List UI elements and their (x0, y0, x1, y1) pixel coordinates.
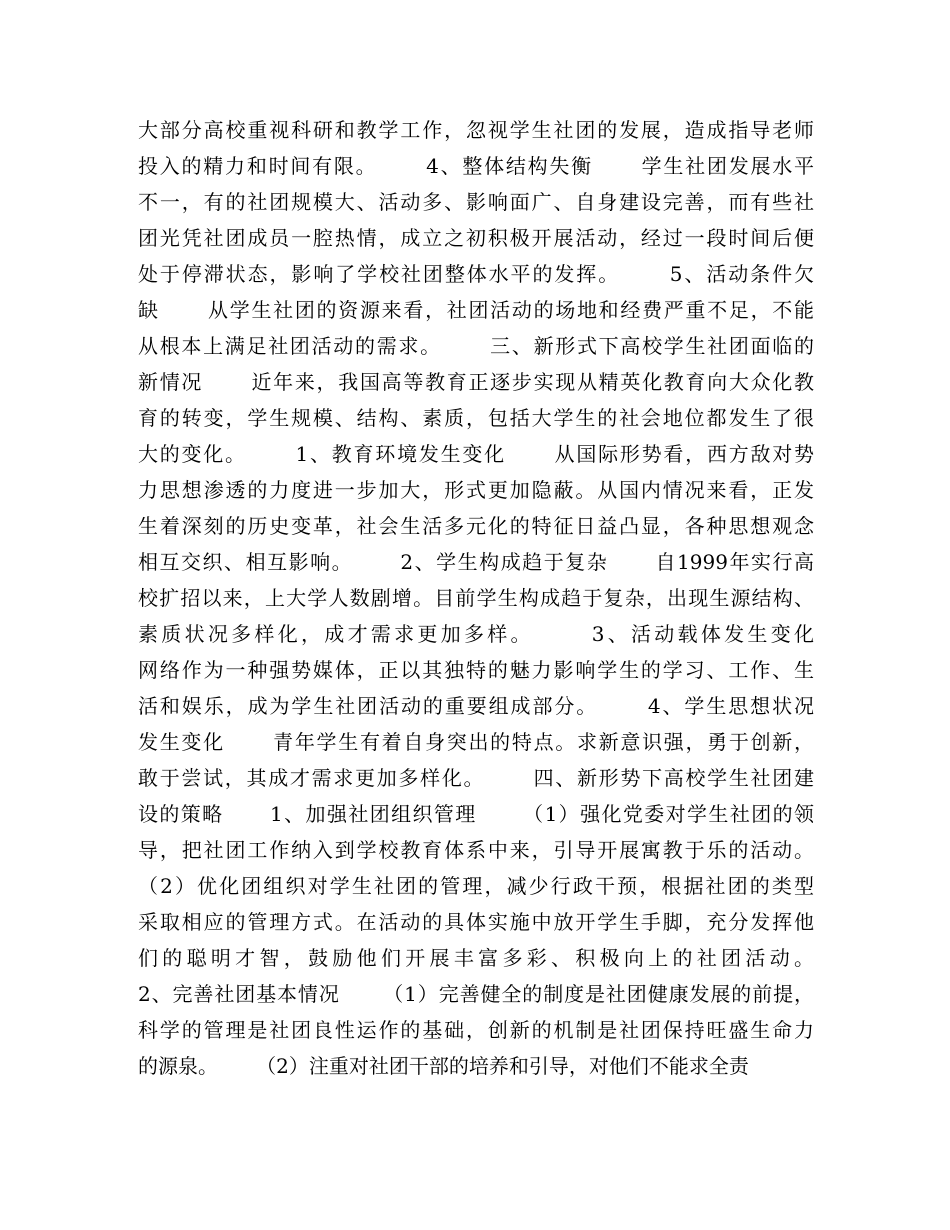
text-line: 活和娱乐，成为学生社团活动的重要组成部分。 4、学生思想状况 (138, 694, 814, 718)
text-line: 生着深刻的历史变革，社会生活多元化的特征日益凸显，各种思想观念 (138, 514, 814, 538)
text-line: 从根本上满足社团活动的需求。 三、新形式下高校学生社团面临的 (138, 334, 814, 358)
text-line: 力思想渗透的力度进一步加大，形式更加隐蔽。从国内情况来看，正发 (138, 478, 814, 502)
text-line: 2、完善社团基本情况 （1）完善健全的制度是社团健康发展的前提， (138, 982, 814, 1006)
text-line: 采取相应的管理方式。在活动的具体实施中放开学生手脚，充分发挥他 (138, 910, 814, 934)
text-line: 发生变化 青年学生有着自身突出的特点。求新意识强，勇于创新， (138, 730, 814, 754)
text-line: 新情况 近年来，我国高等教育正逐步实现从精英化教育向大众化教 (138, 370, 814, 394)
text-line: （2）优化团组织对学生社团的管理，减少行政干预，根据社团的类型 (138, 874, 814, 898)
text-line: 投入的精力和时间有限。 4、整体结构失衡 学生社团发展水平 (138, 154, 814, 178)
text-line: 大部分高校重视科研和教学工作，忽视学生社团的发展，造成指导老师 (138, 118, 814, 142)
text-line: 设的策略 1、加强社团组织管理 （1）强化党委对学生社团的领 (138, 802, 814, 826)
text-line: 校扩招以来，上大学人数剧增。目前学生构成趋于复杂，出现生源结构、 (138, 586, 814, 610)
text-line: 导，把社团工作纳入到学校教育体系中来，引导开展寓教于乐的活动。 (138, 838, 814, 862)
text-line: 育的转变，学生规模、结构、素质，包括大学生的社会地位都发生了很 (138, 406, 814, 430)
text-line: 素质状况多样化，成才需求更加多样。 3、活动载体发生变化 (138, 622, 814, 646)
text-line: 科学的管理是社团良性运作的基础，创新的机制是社团保持旺盛生命力 (138, 1018, 814, 1042)
text-line: 处于停滞状态，影响了学校社团整体水平的发挥。 5、活动条件欠 (138, 262, 814, 286)
text-line: 缺 从学生社团的资源来看，社团活动的场地和经费严重不足，不能 (138, 298, 814, 322)
body-text (138, 112, 814, 1084)
text-line: 的源泉。 （2）注重对社团干部的培养和引导，对他们不能求全责 (138, 1054, 749, 1078)
text-line: 大的变化。 1、教育环境发生变化 从国际形势看，西方敌对势 (138, 442, 814, 466)
text-line: 不一，有的社团规模大、活动多、影响面广、自身建设完善，而有些社 (138, 190, 814, 214)
text-line: 敢于尝试，其成才需求更加多样化。 四、新形势下高校学生社团建 (138, 766, 814, 790)
text-line: 相互交织、相互影响。 2、学生构成趋于复杂 自1999年实行高 (138, 550, 814, 574)
text-line: 团光凭社团成员一腔热情，成立之初积极开展活动，经过一段时间后便 (138, 226, 814, 250)
text-line: 们的聪明才智，鼓励他们开展丰富多彩、积极向上的社团活动。 (138, 946, 814, 970)
text-line: 网络作为一种强势媒体，正以其独特的魅力影响学生的学习、工作、生 (138, 658, 814, 682)
